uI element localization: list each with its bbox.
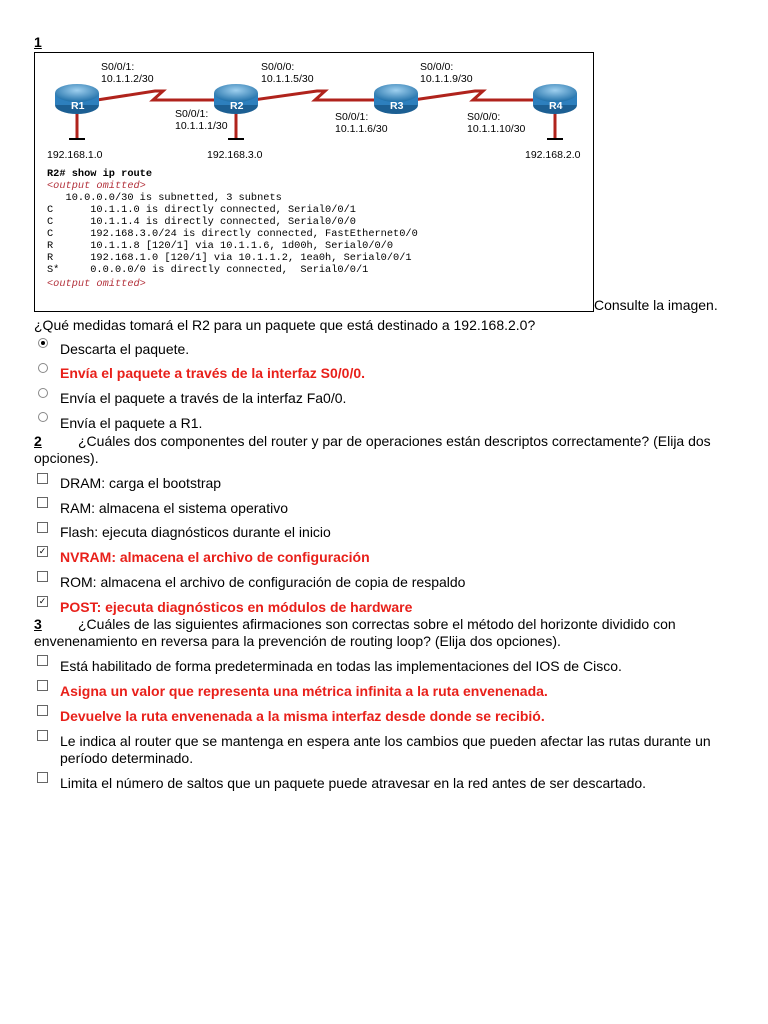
r2-s000-label: S0/0/0: 10.1.1.5/30 (261, 61, 314, 85)
q2-option-5-checkbox[interactable] (37, 571, 48, 582)
question-3-number: 3 (34, 616, 42, 632)
serial-link-r2-r3 (253, 91, 375, 100)
cli-line: R 192.168.1.0 [120/1] via 10.1.1.2, 1ea0h, Serial0/0/1 (47, 252, 412, 264)
q2-option-6-label: POST: ejecuta diagnósticos en módulos de hardware (60, 599, 413, 615)
question-3-text: ¿Cuáles de las siguientes afirmaciones son correctas sobre el método del horizonte dividido con envenenamiento en reversa para la prevención de routing loop? (Elija dos opciones). (34, 616, 676, 649)
cli-command: R2# show ip route (47, 168, 153, 180)
cli-omitted-top: <output omitted> (47, 180, 146, 192)
q2-option-3-label: Flash: ejecuta diagnósticos durante el inicio (60, 524, 331, 540)
router-r3-label: R3 (390, 100, 404, 112)
q2-option-1-label: DRAM: carga el bootstrap (60, 475, 222, 491)
cli-line: S* 0.0.0.0/0 is directly connected, Serial0/0/1 (47, 264, 369, 276)
network-topology-figure (34, 52, 594, 312)
q3-option-3-checkbox[interactable] (37, 705, 48, 716)
q2-option-4-label: NVRAM: almacena el archivo de configuración (60, 549, 370, 565)
router-r2-label: R2 (230, 100, 244, 112)
cli-line: 10.0.0.0/30 is subnetted, 3 subnets (47, 192, 282, 204)
router-r4-label: R4 (549, 100, 563, 112)
router-r1-label: R1 (71, 100, 85, 112)
q2-option-5-label: ROM: almacena el archivo de configuración de copia de respaldo (60, 574, 466, 590)
r1-s001-label: S0/0/1: 10.1.1.2/30 (101, 61, 154, 85)
cli-line: C 10.1.1.0 is directly connected, Serial0/0/1 (47, 204, 356, 216)
cli-line: C 192.168.3.0/24 is directly connected, FastEthernet0/0 (47, 228, 418, 240)
q3-option-5-label: Limita el número de saltos que un paquete puede atravesar en la red antes de ser descartado. (60, 775, 647, 791)
cli-omitted-bottom: <output omitted> (47, 278, 146, 290)
question-2-text: ¿Cuáles dos componentes del router y par de operaciones están descriptos correctamente? (Elija dos opciones). (34, 433, 711, 466)
q2-option-2-label: RAM: almacena el sistema operativo (60, 500, 288, 516)
consulte-imagen-text: Consulte la imagen. (594, 297, 718, 313)
q2-option-3-checkbox[interactable] (37, 522, 48, 533)
q3-option-1-checkbox[interactable] (37, 655, 48, 666)
question-1-number: 1 (34, 34, 42, 50)
q2-option-1-checkbox[interactable] (37, 473, 48, 484)
question-2-number: 2 (34, 433, 42, 449)
q3-option-5-checkbox[interactable] (37, 772, 48, 783)
cli-line: C 10.1.1.4 is directly connected, Serial0/0/0 (47, 216, 356, 228)
q3-option-2-checkbox[interactable] (37, 680, 48, 691)
q1-option-2-radio[interactable] (38, 363, 48, 373)
q1-option-1-label: Descarta el paquete. (60, 341, 190, 357)
r3-s000-label: S0/0/0: 10.1.1.9/30 (420, 61, 473, 85)
q1-option-4-label: Envía el paquete a R1. (60, 415, 203, 431)
q3-option-4-checkbox[interactable] (37, 730, 48, 741)
lan-192-168-1-0: 192.168.1.0 (47, 149, 103, 161)
lan-192-168-3-0: 192.168.3.0 (207, 149, 263, 161)
q3-option-4-label: Le indica al router que se mantenga en espera ante los cambios que pueden afectar las rutas durante un período determinado. (60, 733, 711, 766)
q1-option-1-radio[interactable] (38, 338, 48, 348)
q1-option-3-radio[interactable] (38, 388, 48, 398)
serial-link-r1-r2 (97, 91, 215, 100)
cli-line: R 10.1.1.8 [120/1] via 10.1.1.6, 1d00h, Serial0/0/0 (47, 240, 394, 252)
lan-192-168-2-0: 192.168.2.0 (525, 149, 581, 161)
question-1-text: ¿Qué medidas tomará el R2 para un paquete que está destinado a 192.168.2.0? (34, 317, 536, 333)
r2-s001-label: S0/0/1: 10.1.1.1/30 (175, 108, 228, 132)
q1-option-3-label: Envía el paquete a través de la interfaz Fa0/0. (60, 390, 347, 406)
q3-option-1-label: Está habilitado de forma predeterminada en todas las implementaciones del IOS de Cisco. (60, 658, 622, 674)
q1-option-2-label: Envía el paquete a través de la interfaz S0/0/0. (60, 365, 366, 381)
q3-option-3-label: Devuelve la ruta envenenada a la misma interfaz desde donde se recibió. (60, 708, 545, 724)
q2-option-2-checkbox[interactable] (37, 497, 48, 508)
r4-s000-label: S0/0/0: 10.1.1.10/30 (467, 111, 526, 135)
q3-option-2-label: Asigna un valor que representa una métrica infinita a la ruta envenenada. (60, 683, 548, 699)
q2-option-6-checkbox[interactable]: ✓ (38, 596, 47, 606)
q2-option-4-checkbox[interactable]: ✓ (38, 546, 47, 556)
serial-link-r3-r4 (413, 91, 535, 100)
r3-s001-label: S0/0/1: 10.1.1.6/30 (335, 111, 388, 135)
q1-option-4-radio[interactable] (38, 412, 48, 422)
